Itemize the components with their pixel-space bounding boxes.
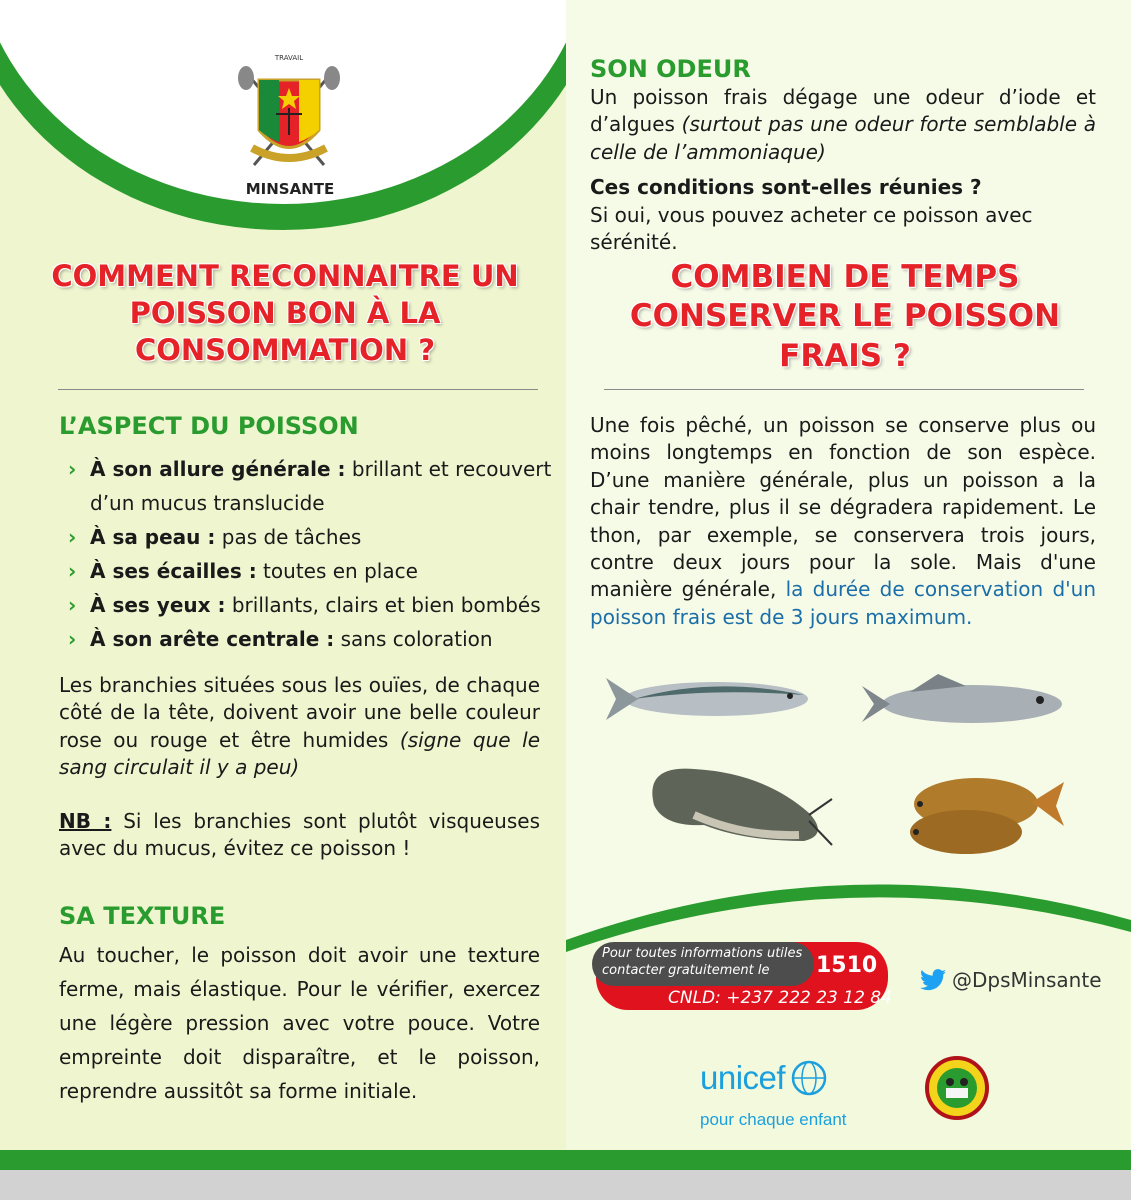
- left-main-title: COMMENT RECONNAITRE UN POISSON BON À LA CONSOMMATION ?: [51, 259, 519, 367]
- nb-paragraph: [59, 808, 540, 863]
- nb-label: NB :: [59, 809, 112, 833]
- texture-paragraph: Au toucher, le poisson doit avoir une texture ferme, mais élastique. Pour le vérifier, exercez une légère pression avec votre pouce. Votre empreinte doit disparaître, et le poisson, reprendre aussitôt sa forme initiale.: [59, 943, 540, 1103]
- chevron-right-icon: ›: [68, 525, 77, 549]
- family-club-logo: [924, 1048, 990, 1126]
- bottom-green-stripe: [0, 1150, 1131, 1170]
- catfish-image: [624, 755, 834, 857]
- item-text: brillants, clairs et bien bombés: [225, 593, 541, 617]
- item-label: À son arête centrale :: [90, 627, 335, 651]
- chevron-right-icon: ›: [68, 627, 77, 651]
- twitter-handle: @DpsMinsante: [952, 968, 1102, 992]
- conservation-text: Une fois pêché, un poisson se conserve plus ou moins longtemps en fonction de son espèce. D’une manière générale, plus un poisson a la chair tendre, plus il se dégradera rapidement. Le thon, par exemple, se conservera trois jours, contre deux jours pour la sole. Mais d'une manière générale,: [590, 413, 1096, 602]
- org-name: MINSANTE: [245, 180, 335, 198]
- cnld-phone[interactable]: CNLD: +237 222 23 12 84: [668, 988, 892, 1008]
- item-label: À ses yeux :: [90, 593, 226, 617]
- texture-heading: SA TEXTURE: [59, 902, 226, 930]
- item-text: sans coloration: [334, 627, 493, 651]
- list-item: [68, 452, 558, 520]
- list-item: [68, 622, 558, 656]
- twitter-link[interactable]: [920, 968, 1102, 992]
- conservation-highlight: la durée de conservation d'un poisson frais est de 3 jours maximum.: [590, 577, 1097, 629]
- item-label: À ses écailles :: [90, 559, 257, 583]
- chevron-right-icon: ›: [68, 457, 77, 481]
- list-item: [68, 588, 558, 622]
- coat-of-arms-logo: [224, 50, 354, 180]
- list-item: [68, 554, 558, 588]
- item-text: toutes en place: [256, 559, 418, 583]
- branchies-text: Les branchies situées sous les ouïes, de chaque côté de la tête, doivent avoir une belle couleur rose ou rouge et être humides: [59, 673, 540, 752]
- aspect-list: [68, 452, 558, 656]
- odeur-italic: (surtout pas une odeur forte semblable à celle de l’ammoniaque): [590, 112, 1096, 164]
- item-label: À sa peau :: [90, 525, 216, 549]
- hotline-number[interactable]: 1510: [816, 953, 878, 978]
- chevron-right-icon: ›: [68, 559, 77, 583]
- conditions-answer: Si oui, vous pouvez acheter ce poisson avec sérénité.: [590, 203, 1033, 255]
- unicef-tagline: pour chaque enfant: [700, 1110, 847, 1129]
- odeur-text: Un poisson frais dégage une odeur d’iode et d’algues: [590, 85, 1096, 137]
- mackerel-image: [604, 670, 818, 728]
- contact-line-1: Pour toutes informations utiles: [602, 946, 803, 961]
- contact-info-box: [592, 942, 814, 986]
- conditions-question: Ces conditions sont-elles réunies ?: [590, 175, 982, 199]
- branchies-italic: (signe que le sang circulait il y a peu): [59, 727, 540, 780]
- twitter-bird-icon: [920, 969, 946, 991]
- unicef-logo: [700, 1058, 829, 1098]
- conservation-paragraph: [590, 412, 1096, 631]
- item-text: brillant et recouvert d’un mucus translucide: [90, 457, 552, 515]
- svg-text:TRAVAIL: TRAVAIL: [274, 54, 304, 62]
- sea-bass-image: [860, 670, 1074, 740]
- branchies-paragraph: [59, 672, 540, 782]
- unicef-globe-icon: [789, 1058, 829, 1098]
- carp-image: [896, 768, 1066, 862]
- left-divider: [58, 389, 538, 390]
- item-text: pas de tâches: [215, 525, 362, 549]
- chevron-right-icon: ›: [68, 593, 77, 617]
- aspect-heading: L’ASPECT DU POISSON: [59, 412, 359, 440]
- odeur-heading: SON ODEUR: [590, 55, 751, 83]
- odeur-paragraph: [590, 84, 1096, 166]
- unicef-wordmark: unicef: [700, 1059, 786, 1096]
- item-label: À son allure générale :: [90, 457, 346, 481]
- right-main-title: COMBIEN DE TEMPS CONSERVER LE POISSON FRAIS ?: [629, 259, 1061, 374]
- list-item: [68, 520, 558, 554]
- nb-text: Si les branchies sont plutôt visqueuses avec du mucus, évitez ce poisson !: [59, 809, 540, 861]
- right-divider: [604, 389, 1084, 390]
- contact-line-2: contacter gratuitement le: [602, 962, 770, 978]
